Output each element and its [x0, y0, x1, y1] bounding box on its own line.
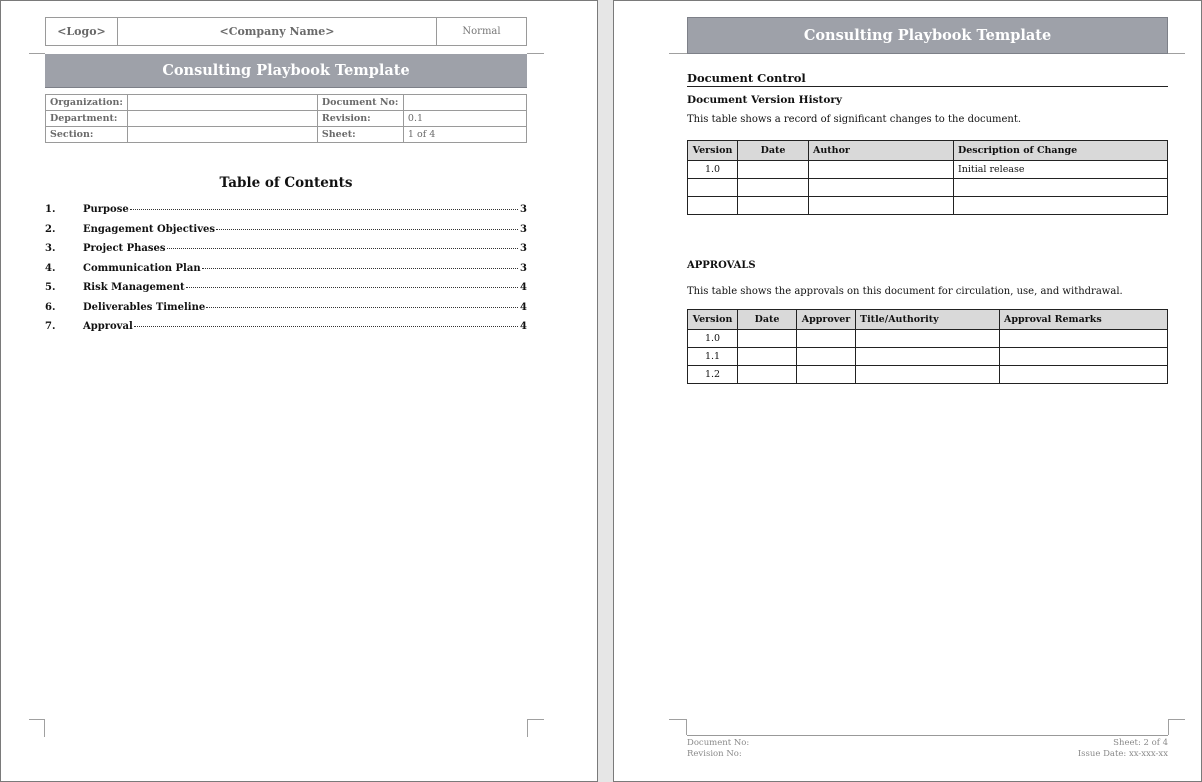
toc-number: 3. [45, 243, 56, 254]
toc-leader [206, 307, 518, 308]
table-cell[interactable]: 1.2 [688, 366, 738, 384]
column-header: Date [738, 141, 809, 161]
crop-mark [527, 719, 528, 737]
column-header: Title/Authority [856, 310, 1000, 330]
table-cell[interactable] [1000, 348, 1168, 366]
table-cell[interactable] [688, 197, 738, 215]
table-cell[interactable] [809, 161, 954, 179]
crop-mark [1168, 719, 1185, 720]
toc-number: 6. [45, 301, 56, 313]
table-cell[interactable] [954, 197, 1168, 215]
version-history-heading: Document Version History [687, 94, 842, 106]
version-history-description: This table shows a record of significant changes to the document. [687, 114, 1022, 125]
document-control-heading: Document Control [687, 71, 1168, 87]
company-name: <Company Name> [118, 18, 437, 45]
table-cell[interactable] [688, 179, 738, 197]
toc-label: Deliverables Timeline [83, 301, 206, 313]
toc-label: Purpose [83, 204, 129, 215]
table-cell[interactable]: 1.0 [688, 330, 738, 348]
toc-label: Engagement Objectives [83, 223, 216, 235]
toc-page: 3 [520, 204, 527, 215]
table-cell[interactable] [797, 348, 856, 366]
toc-entry[interactable] [45, 204, 527, 224]
toc-number: 2. [45, 223, 56, 235]
page-1 [0, 0, 598, 782]
section-label: Section: [46, 127, 128, 143]
toc-number: 1. [45, 204, 56, 215]
table-cell[interactable] [856, 330, 1000, 348]
sheet-value[interactable]: 1 of 4 [403, 127, 526, 143]
column-header: Date [738, 310, 797, 330]
toc-leader [134, 326, 518, 327]
table-cell[interactable] [797, 330, 856, 348]
table-cell[interactable] [738, 330, 797, 348]
style-indicator: Normal [462, 26, 501, 37]
crop-mark [1168, 719, 1169, 735]
table-cell[interactable]: 1.0 [688, 161, 738, 179]
table-cell[interactable] [809, 179, 954, 197]
footer-document-no: Document No: [687, 738, 750, 748]
document-info-table [45, 94, 527, 143]
logo-placeholder: <Logo> [46, 18, 118, 45]
approvals-table [687, 309, 1168, 384]
toc-entry[interactable] [45, 243, 527, 263]
organization-value[interactable] [127, 95, 317, 111]
toc-number: 4. [45, 262, 56, 274]
crop-mark [669, 719, 687, 720]
toc-label: Approval [83, 321, 133, 332]
toc-page: 3 [520, 243, 527, 254]
document-title: Consulting Playbook Template [687, 17, 1168, 54]
table-row [688, 161, 1168, 179]
table-cell[interactable] [738, 161, 809, 179]
toc-entry[interactable] [45, 302, 527, 322]
approvals-heading: APPROVALS [687, 260, 756, 271]
table-cell[interactable]: 1.1 [688, 348, 738, 366]
column-header: Author [809, 141, 954, 161]
page-footer [687, 735, 1168, 760]
table-cell[interactable] [856, 366, 1000, 384]
column-header: Approval Remarks [1000, 310, 1168, 330]
table-row [688, 197, 1168, 215]
table-cell[interactable] [809, 197, 954, 215]
document-no-label: Document No: [317, 95, 403, 111]
table-row [688, 348, 1168, 366]
toc-number: 5. [45, 282, 56, 293]
toc-entry[interactable] [45, 321, 527, 341]
column-header: Version [688, 310, 738, 330]
column-header: Description of Change [954, 141, 1168, 161]
toc-leader [167, 248, 518, 249]
table-cell[interactable] [856, 348, 1000, 366]
table-cell[interactable] [738, 366, 797, 384]
toc-page: 3 [520, 223, 527, 235]
table-row [688, 330, 1168, 348]
table-row [688, 366, 1168, 384]
crop-mark [669, 53, 687, 54]
sheet-label: Sheet: [317, 127, 403, 143]
crop-mark [29, 53, 45, 54]
toc-title: Table of Contents [219, 175, 353, 191]
column-header: Version [688, 141, 738, 161]
table-of-contents [45, 204, 527, 341]
toc-page: 4 [520, 301, 527, 313]
table-cell[interactable] [738, 179, 809, 197]
revision-value[interactable]: 0.1 [403, 111, 526, 127]
footer-sheet: Sheet: 2 of 4 [1113, 738, 1168, 748]
toc-leader [216, 229, 518, 230]
toc-page: 3 [520, 262, 527, 274]
crop-mark [686, 719, 687, 735]
toc-label: Risk Management [83, 282, 185, 293]
table-cell[interactable]: Initial release [954, 161, 1168, 179]
organization-label: Organization: [46, 95, 128, 111]
crop-mark [29, 719, 45, 720]
crop-mark [1168, 53, 1185, 54]
header-table [45, 17, 527, 46]
footer-issue-date: Issue Date: xx-xxx-xx [1077, 749, 1168, 759]
department-value[interactable] [127, 111, 317, 127]
column-header: Approver [797, 310, 856, 330]
table-cell[interactable] [1000, 330, 1168, 348]
crop-mark [527, 719, 544, 720]
toc-entry[interactable] [45, 282, 527, 302]
toc-page: 4 [520, 321, 527, 332]
revision-label: Revision: [317, 111, 403, 127]
crop-mark [527, 53, 544, 54]
approvals-description: This table shows the approvals on this document for circulation, use, and withdrawal. [687, 286, 1123, 297]
document-no-value[interactable] [403, 95, 526, 111]
footer-revision-no: Revision No: [687, 749, 742, 759]
department-label: Department: [46, 111, 128, 127]
table-cell[interactable] [1000, 366, 1168, 384]
table-cell[interactable] [738, 348, 797, 366]
toc-page: 4 [520, 282, 527, 293]
table-cell[interactable] [797, 366, 856, 384]
page-2 [613, 0, 1202, 782]
toc-entry[interactable] [45, 263, 527, 283]
toc-label: Communication Plan [83, 262, 201, 274]
document-title: Consulting Playbook Template [45, 54, 527, 88]
toc-leader [130, 209, 518, 210]
toc-leader [186, 287, 518, 288]
toc-entry[interactable] [45, 224, 527, 244]
table-cell[interactable] [954, 179, 1168, 197]
toc-leader [202, 268, 518, 269]
table-cell[interactable] [738, 197, 809, 215]
version-history-table [687, 140, 1168, 215]
crop-mark [44, 719, 45, 737]
section-value[interactable] [127, 127, 317, 143]
toc-number: 7. [45, 321, 56, 332]
table-row [688, 179, 1168, 197]
toc-label: Project Phases [83, 243, 166, 254]
